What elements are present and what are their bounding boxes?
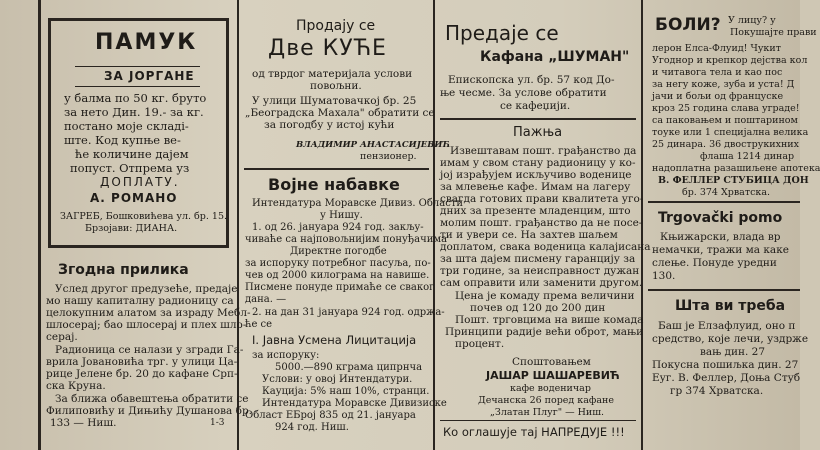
ad-line: са паковањем и поштарином (652, 115, 798, 126)
article-line: Филиповићу и Дињићу Душанова бр. (46, 405, 253, 417)
article-signer-role: кафе воденичар (510, 383, 591, 394)
ad-line: лерон Елса-Флуид! Чукит (652, 43, 781, 54)
article-line: Цена је комаду према величини (455, 290, 635, 302)
ad-line: постано моје складi- (64, 119, 189, 133)
article-line: мо нашу капиталну радионицу са (46, 295, 234, 307)
divider (75, 66, 200, 67)
ad-line: ДОПЛАТУ. (100, 175, 180, 189)
ad-line: Угоднор и крепкор дејства кол (652, 55, 808, 66)
article-subtitle: I. Јавна Усмена Лицитација (252, 333, 417, 347)
ad-pre-title: Предаје се (445, 21, 559, 45)
divider (648, 201, 800, 203)
ad-line: У лицу? у (728, 15, 776, 26)
article-line: 924 год. Ниш. (275, 422, 349, 433)
article-line: Извештавам пошт. грађанство да (450, 145, 637, 157)
article-line: процент. (455, 338, 505, 350)
article-line: 2. на дан 31 јануара 924 год. одржа- (252, 307, 445, 318)
article-line: Пошт. трговцима на више комада (455, 314, 644, 326)
article-line: за испоруку: (252, 350, 320, 361)
article-line: Област ЕБрој 835 од 21. јануара (245, 410, 416, 421)
ad-line: ће количине дајем (75, 147, 189, 161)
ad-line: средство, које лечи, уздрже (652, 333, 809, 345)
pamuk-merchant: А. РОМАНО (90, 191, 178, 205)
ad-line: попуст. Отпрема уз (70, 161, 190, 175)
column-divider (433, 0, 435, 450)
article-line: Интендатура Моравске Дивизиске (262, 398, 447, 409)
article-line: ти и увери се. На захтев шаљем (440, 229, 618, 241)
article-line: Директне погодбе (290, 246, 387, 257)
article-line: Принципи радије већи оброт, мањи (445, 326, 644, 338)
article-line: почев од 120 до 200 дин (470, 302, 606, 314)
ad-line: 25 динара. 36 двострукихних (652, 139, 799, 150)
ad-line: од тврдог материјала услови (252, 68, 413, 80)
article-line: ска Круна. (46, 380, 106, 392)
column-divider (237, 0, 239, 450)
article-line: Писмене понуде примаће се сваког (245, 282, 435, 293)
article-ref: 1-3 (210, 418, 225, 428)
article-line: серај. (46, 331, 78, 343)
ad-line: за погодбу у истој кући (264, 119, 395, 131)
divider (440, 118, 636, 120)
article-line: Кауција: 5% наш 10%, странци. (262, 386, 430, 397)
ad-line: тоуке или 1 специјална велика (652, 127, 809, 138)
ad-telegram: Брзојави: ДИАНА. (85, 223, 178, 234)
article-line: 133 — Ниш. (50, 417, 117, 429)
article-address: Дечанска 26 поред кафане (478, 395, 614, 406)
ad-line: у балма по 50 кг. бруто (64, 91, 207, 105)
ad-pre-title: Продају се (296, 18, 376, 34)
article-line: 1. од 26. јануара 924 год. закљу- (252, 222, 424, 233)
ad-line: Епископска ул. бр. 57 код До- (448, 74, 615, 86)
article-line: Интендатура Моравске Дивиз. Области (252, 198, 464, 209)
ad-line: надоплатна разашиљене апотека (652, 163, 820, 174)
ad-line: флаша 1214 динар (700, 151, 795, 162)
article-closing: Спoштовањем (512, 356, 591, 368)
ad-line: Еуг. В. Феллер, Доња Стуб (652, 372, 801, 384)
article-line: молим пошт. грађанство да не посе- (440, 217, 643, 229)
pamuk-subtitle: ЗА ЈОРГАНЕ (104, 69, 195, 83)
article-line: јој израђујем искључиво воденице (440, 169, 632, 181)
article-line: целокупним алатом за израду Мебл- (46, 307, 251, 319)
ad-title: Две КУЋЕ (268, 36, 387, 61)
article-line: врила Јовановића трг. у улици Ца- (46, 356, 238, 368)
ad-line: 130. (652, 270, 676, 282)
article-line: за шта дајем писмену гаранцију за (440, 253, 636, 265)
article-line: рице Јелене бр. 20 до кафане Срп- (46, 368, 238, 380)
ad-address: ЗАГРЕБ, Бошковићева ул. бр. 15. (60, 211, 228, 222)
divider (648, 289, 800, 291)
ad-title: Trgovački pomo (658, 210, 783, 226)
ad-line: Баш је Елзафлуид, оно п (658, 320, 796, 332)
ad-title: БОЛИ? (655, 15, 721, 35)
ad-line: Покушајте прави (730, 27, 817, 38)
column-divider (38, 0, 41, 450)
article-line: Услови: у овој Интендатури. (262, 374, 413, 385)
ad-line: повољни. (310, 80, 362, 92)
ad-line: гр 374 Хрватска. (670, 385, 764, 397)
ad-line: и читавога тела и као пос (652, 67, 783, 78)
divider (244, 168, 429, 170)
article-line: 5000.—890 кграма ципрнча (275, 362, 423, 373)
ad-line: В. ФЕЛЛЕР СТУБИЦА ДОН (658, 175, 809, 186)
article-line: за млевење кафе. Имам на лагеру (440, 181, 631, 193)
article-line: за испоруку потребног пасуља, по- (245, 258, 431, 269)
ad-line: Књижарски, влада вр (660, 231, 781, 243)
ad-signer: ВЛАДИМИР АНАСТАСИЈЕВИЋ (296, 140, 451, 150)
article-line: доплатом, свака воденица калајисана (440, 241, 651, 253)
article-line: чиваће са најповољнијим понуђачима (245, 234, 448, 245)
ad-line: У улици Шуматовачкој бр. 25 (252, 95, 417, 107)
article-line: чев од 2000 килограма на навише. (245, 270, 430, 281)
ad-line: јачи и бољи од француске (652, 91, 784, 102)
divider (75, 86, 200, 87)
ad-signer-role: пензионер. (360, 151, 417, 162)
ad-line: „Београдска Махала" обратити се (245, 107, 435, 119)
ad-line: се кафеџији. (500, 100, 571, 112)
ad-line: Покусна пошиљка дин. 27 (652, 359, 799, 371)
ad-line: за негу коже, зуба и уста! Д (652, 79, 795, 90)
ad-line: ње чесме. За услове обратити (440, 87, 607, 99)
ad-line: кроз 25 година слава уграде! (652, 103, 800, 114)
article-line: За ближа обавештења обратити се (55, 393, 249, 405)
article-signer: ЈАШАР ШАШАРЕВИЋ (486, 369, 620, 382)
article-address: „Златан Плуг" — Ниш. (490, 407, 605, 418)
article-line: дних за презенте младенцим, што (440, 205, 631, 217)
article-line: у Нишу. (320, 210, 363, 221)
ad-line: вањ дин. 27 (700, 346, 766, 358)
article-title: Згодна прилика (58, 262, 189, 278)
article-line: Радионица се налази у згради Га- (55, 344, 244, 356)
ad-title: Шта ви треба (675, 298, 786, 314)
article-line: сам оправити или заменити другом. (440, 277, 643, 289)
pamuk-title: ПАМУК (95, 30, 198, 55)
article-line: ће се (245, 319, 273, 330)
article-line: шлосерај; бао шлосерај и плех шло- (46, 319, 247, 331)
ad-line: слење. Понуде уредни (652, 257, 777, 269)
ad-line: ште. Код купње ве- (64, 133, 181, 147)
ad-line: немачки, тражи ма каке (652, 244, 789, 256)
ad-title: Кафана „ШУМАН" (480, 49, 630, 65)
article-line: Услед другог предузеће, предаје (55, 283, 238, 295)
article-line: имам у свом стану радионицу у ко- (440, 157, 636, 169)
ad-line: бр. 374 Хрватска. (682, 187, 771, 198)
article-title: Војне набавке (268, 175, 400, 194)
footer-slogan: Ко оглашује тај НАПРЕДУЈЕ !!! (443, 425, 625, 439)
article-line: свагда готових прави квалитета уго- (440, 193, 644, 205)
article-line: дана. — (245, 294, 287, 305)
ad-line: за нето Дин. 19.- за кг. (64, 105, 204, 119)
article-title: Пажња (513, 125, 563, 140)
divider (440, 420, 636, 421)
article-line: три године, за неисправност дужан (440, 265, 640, 277)
